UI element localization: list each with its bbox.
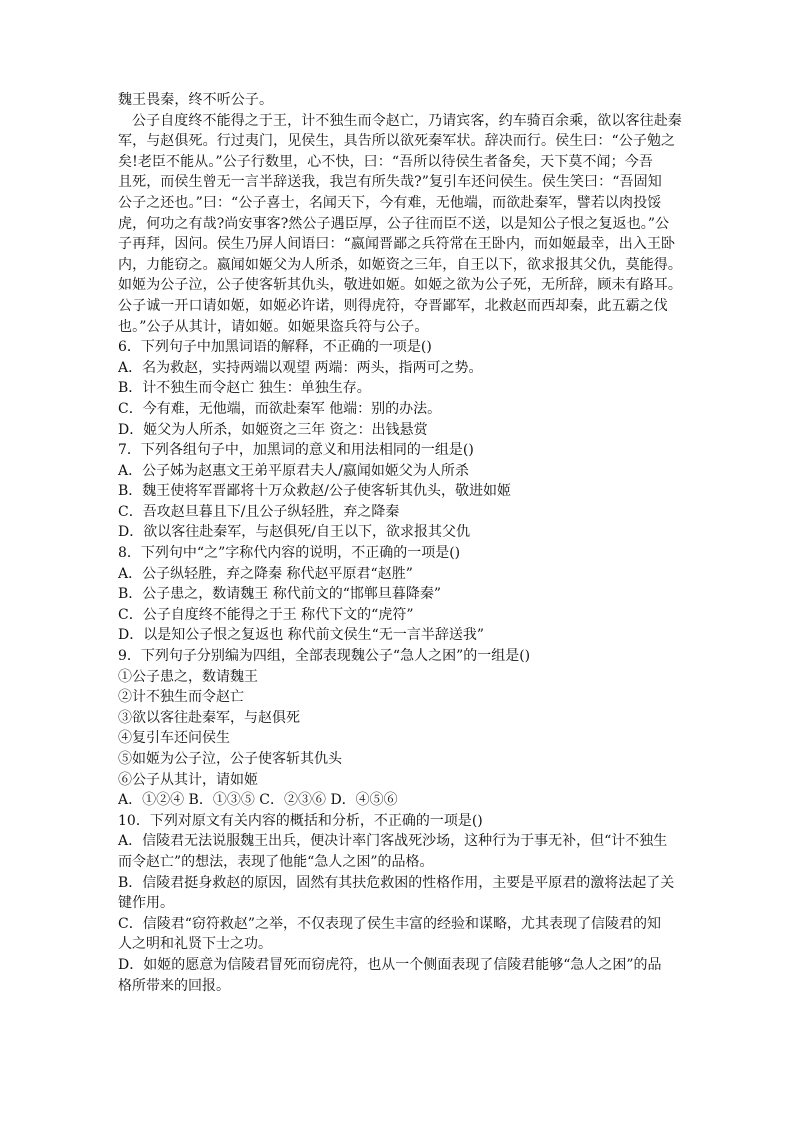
question-10-option-d: D．如姬的愿意为信陵君冒死而窃虎符，也从一个侧面表现了信陵君能够“急人之困”的品 [118,956,662,973]
passage-line: 矣!老臣不能从。”公子行数里，心不快，曰：“吾所以待侯生者备矣，天下莫不闻；今吾 [118,153,653,170]
question-7-option-a: A．公子姊为赵惠文王弟平原君夫人/嬴闻如姬父为人所杀 [118,462,469,479]
question-8-option-b: B．公子患之，数请魏王 称代前文的“邯郸旦暮降秦” [118,586,442,603]
passage-line: 虎，何功之有哉?尚安事客?然公子遇臣厚，公子往而臣不送，以是知公子恨之复返也。”公 [118,215,670,232]
question-9-item: ③欲以客往赴秦军，与赵俱死 [118,709,300,726]
question-8-stem: 8．下列句中“之”字称代内容的说明，不正确的一项是() [118,545,461,562]
question-6-option-b: B．计不独生而令赵亡 独生：单独生存。 [118,380,371,397]
question-10-option-c-cont: 人之明和礼贤下士之功。 [118,936,272,953]
question-10-option-b: B．信陵君挺身救赵的原因，固然有其扶危救困的性格作用，主要是平原君的激将法起了关 [118,874,675,891]
question-9-stem: 9．下列句子分别编为四组，全部表现魏公子“急人之困”的一组是() [118,648,531,665]
question-7-stem: 7．下列各组句子中，加黑词的意义和用法相同的一组是() [118,442,474,459]
question-6-option-d: D．姬父为人所杀，如姬资之三年 资之：出钱悬赏 [118,421,428,438]
question-9-item: ④复引车还问侯生 [118,730,230,747]
question-7-option-d: D．欲以客往赴秦军，与赵俱死/自王以下，欲求报其父仇 [118,524,470,541]
question-10-option-b-cont: 键作用。 [118,895,174,912]
question-9-item: ⑥公子从其计，请如姬 [118,771,258,788]
passage-line: 魏王畏秦，终不听公子。 [118,92,274,108]
passage-text [118,90,682,337]
question-10-option-a: A．信陵君无法说服魏王出兵，便决计率门客战死沙场，这种行为于事无补，但“计不独生 [118,833,668,850]
passage-line: 公子诚一开口请如姬，如姬必许诺，则得虎符，夺晋鄙军，北救赵而西却秦，此五霸之伐 [118,297,668,314]
passage-line: 子再拜，因问。侯生乃屏人间语曰：“嬴闻晋鄙之兵符常在王卧内，而如姬最幸，出入王卧 [118,236,676,253]
question-6-stem: 6．下列句子中加黑词语的解释，不正确的一项是() [118,339,432,356]
question-9-item: ①公子患之，数请魏王 [118,668,258,685]
question-9-item: ②计不独生而令赵亡 [118,689,244,706]
question-6-option-c: C．今有难，无他端，而欲赴秦军 他端：别的办法。 [118,400,442,417]
passage-line: 军，与赵俱死。行过夷门，见侯生，具告所以欲死秦军状。辞决而行。侯生曰：“公子勉之 [118,133,676,150]
passage-line: 公子之还也。”曰：“公子喜士，名闻天下，今有难，无他端，而欲赴秦军，譬若以肉投馁 [118,194,662,211]
question-10-option-c: C．信陵君“窃符救赵”之举，不仅表现了侯生丰富的经验和谋略，尤其表现了信陵君的知 [118,915,662,932]
question-7-option-b: B．魏王使将军晋鄙将十万众救赵/公子使客斩其仇头，敬进如姬 [118,483,512,500]
passage-line: 且死，而侯生曾无一言半辞送我，我岂有所失哉?”复引车还问侯生。侯生笑曰：“吾固知 [118,174,662,191]
question-8-option-a: A．公子纵轻胜，弃之降秦 称代赵平原君“赵胜” [118,565,413,582]
question-10-option-d-cont: 格所带来的回报。 [118,977,230,994]
question-9-options: A．①②④ B．①③⑤ C．②③⑥ D．④⑤⑥ [118,792,398,809]
passage-line: 内，力能窃之。嬴闻如姬父为人所杀，如姬资之三年，自王以下，欲求报其父仇，莫能得。 [118,256,682,273]
passage-line: 公子自度终不能得之于王，计不独生而令赵亡，乃请宾客，约车骑百余乘，欲以客往赴秦 [132,112,682,129]
question-8-option-c: C．公子自度终不能得之于王 称代下文的“虎符” [118,606,414,623]
question-10-stem: 10．下列对原文有关内容的概括和分析，不正确的一项是() [118,812,483,829]
question-10-option-a-cont: 而令赵亡”的想法，表现了他能“急人之困”的品格。 [118,853,434,870]
passage-line: 如姬为公子泣，公子使客斩其仇头，敬进如姬。如姬之欲为公子死，无所辞，顾未有路耳。 [118,277,682,294]
questions-section [118,337,676,996]
question-8-option-d: D．以是知公子恨之复返也 称代前文侯生“无一言半辞送我” [118,627,484,644]
passage-line: 也。”公子从其计，请如姬。如姬果盗兵符与公子。 [118,318,429,335]
question-9-item: ⑤如姬为公子泣，公子使客斩其仇头 [118,751,342,767]
question-6-option-a: A．名为救赵，实持两端以观望 两端：两头，指两可之势。 [118,359,483,376]
question-7-option-c: C．吾攻赵旦暮且下/且公子纵轻胜，弃之降秦 [118,503,400,520]
